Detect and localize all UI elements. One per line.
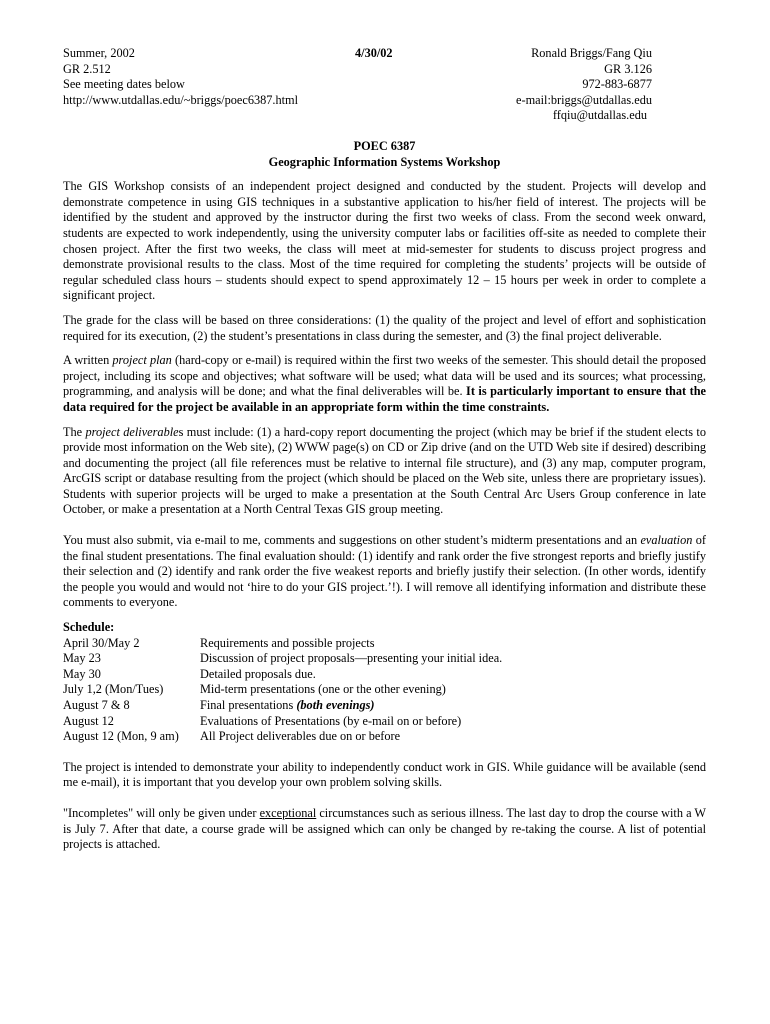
schedule-row — [63, 636, 706, 652]
schedule-date: May 30 — [63, 666, 101, 681]
inc-text-a: "Incompletes" will only be given under — [63, 805, 260, 820]
deliv-emphasis: project deliverable — [85, 424, 179, 439]
schedule-item: Requirements and possible projects — [200, 635, 375, 650]
header-left — [63, 46, 298, 108]
document-body — [63, 139, 706, 853]
header-right — [516, 46, 652, 124]
inc-text-b: circumstances such as serious illness. The last day to drop the course with a W is July 7. After that date, a course grade will be assigned which can only be changed by re-taking the course. A list of potential projects is attached. — [63, 805, 706, 852]
room: GR 2.512 — [63, 61, 111, 76]
schedule-item: Mid-term presentations (one or the other evening) — [200, 682, 446, 697]
schedule-item: All Project deliverables due on or before — [200, 729, 401, 744]
eval-text-b: of the final student presentations. The final evaluation should: (1) identify and rank order the five strongest reports and briefly justify their selection and (2) identify and rank order the five weakest reports and briefly justify their selection. (In other words, identify the people you would and would not ‘hire to do your GIS project.’!). I will remove all identifying information and distribute these comments to everyone. — [63, 533, 706, 610]
schedule-row — [63, 714, 706, 730]
schedule-item: Discussion of project proposals—presenting your initial idea. — [200, 651, 503, 666]
schedule-date: August 12 — [63, 713, 114, 728]
schedule-item — [200, 698, 375, 714]
plan-text-b: (hard-copy or e-mail) is required within the first two weeks of the semester. This should detail the proposed project, including its scope and objectives; what software will be used; what data will be used and its sources; what processing, programming, and analysis will be done; and what the final deliverables will be. — [63, 353, 706, 399]
eval-emphasis: evaluation — [640, 533, 693, 548]
header-date — [355, 46, 393, 62]
schedule-row — [63, 682, 706, 698]
schedule-list — [63, 636, 706, 745]
schedule-date: May 23 — [63, 651, 101, 666]
schedule-date: July 1,2 (Mon/Tues) — [63, 682, 164, 697]
schedule-item-text: Final presentations — [200, 698, 297, 712]
schedule-date: August 7 & 8 — [63, 698, 130, 712]
office: GR 3.126 — [604, 61, 652, 76]
schedule-heading: Schedule: — [63, 620, 115, 635]
deliverables-paragraph — [63, 425, 706, 519]
grade-paragraph: The grade for the class will be based on three considerations: (1) the quality of the project and level of effort and sophistication required for its execution, (2) the student’s presentations in class during the semester, and (3) the final project deliverable. — [63, 312, 706, 343]
instructors: Ronald Briggs/Fang Qiu — [531, 46, 652, 60]
meeting-note: See meeting dates below — [63, 77, 185, 92]
schedule-row — [63, 667, 706, 683]
incompletes-paragraph — [63, 806, 706, 853]
schedule-row — [63, 651, 706, 667]
intro-paragraph: The GIS Workshop consists of an independent project designed and conducted by the student. Projects will develop and demonstrate competence in using GIS techniques in a substantive application to his/her field of interest. The projects will be identified by the student and approved by the instructor during the first two weeks of class. From the second week onward, students are expected to work independently, using the university computer labs or facilities off-site as needed to complete their chosen project. After the first two weeks, the class will meet at mid-semester for students to discuss project progress and demonstrate provisional results to the class. Most of the time required for completing the students’ projects will be outside of regular scheduled class hours – students should expect to spend approximately 12 – 15 hours per week in order to complete a significant project. — [63, 179, 706, 303]
schedule-row — [63, 729, 706, 745]
email-primary[interactable]: e-mail:briggs@utdallas.edu — [516, 92, 652, 107]
schedule-date: August 12 (Mon, 9 am) — [63, 729, 179, 744]
evaluation-paragraph — [63, 533, 706, 611]
intent-paragraph: The project is intended to demonstrate your ability to independently conduct work in GIS. While guidance will be available (send me e-mail), it is important that you develop your own problem solving skills. — [63, 759, 706, 790]
document-date: 4/30/02 — [355, 46, 393, 60]
plan-emphasis: project plan — [112, 353, 172, 368]
plan-important-note: It is particularly important to ensure that the data required for the project be available in an appropriate form within the time constraints. — [63, 384, 707, 414]
deliv-text-a: The — [63, 424, 86, 439]
email-secondary[interactable]: ffqiu@utdallas.edu — [552, 108, 647, 123]
term: Summer, 2002 — [63, 46, 135, 60]
schedule-row — [63, 698, 706, 714]
eval-text-a: You must also submit, via e-mail to me, comments and suggestions on other student’s midterm presentations and an — [63, 533, 641, 548]
course-title: Geographic Information Systems Workshop — [268, 154, 501, 169]
deliv-text-b: s must include: (1) a hard-copy report documenting the project (which may be brief if the student elects to provide most information on the Web site), (2) WWW page(s) on CD or Zip drive (and on the UTD Web site if desired) describing and documenting the project (all file references must be relative to internal file structure), and (3) any map, computer program, ArcGIS script or database resulting from the project (which should be placed on the Web site, unless there are proprietary issues). Students with superior projects will be urged to make a presentation at the South Central Arc Users Group conference in late October, or make a presentation at a North Central Texas GIS group meeting. — [63, 424, 706, 517]
course-number: POEC 6387 — [353, 139, 416, 153]
project-plan-paragraph — [63, 353, 706, 415]
schedule-item: Evaluations of Presentations (by e-mail on or before) — [200, 713, 462, 728]
inc-underlined: exceptional — [259, 805, 317, 820]
course-url[interactable]: http://www.utdallas.edu/~briggs/poec6387.html — [63, 92, 299, 107]
plan-text-a: A written — [63, 353, 113, 368]
schedule-date: April 30/May 2 — [63, 635, 140, 650]
phone: 972-883-6877 — [582, 77, 652, 92]
schedule-item-emphasis: (both evenings) — [296, 698, 375, 712]
schedule-item: Detailed proposals due. — [200, 666, 316, 681]
